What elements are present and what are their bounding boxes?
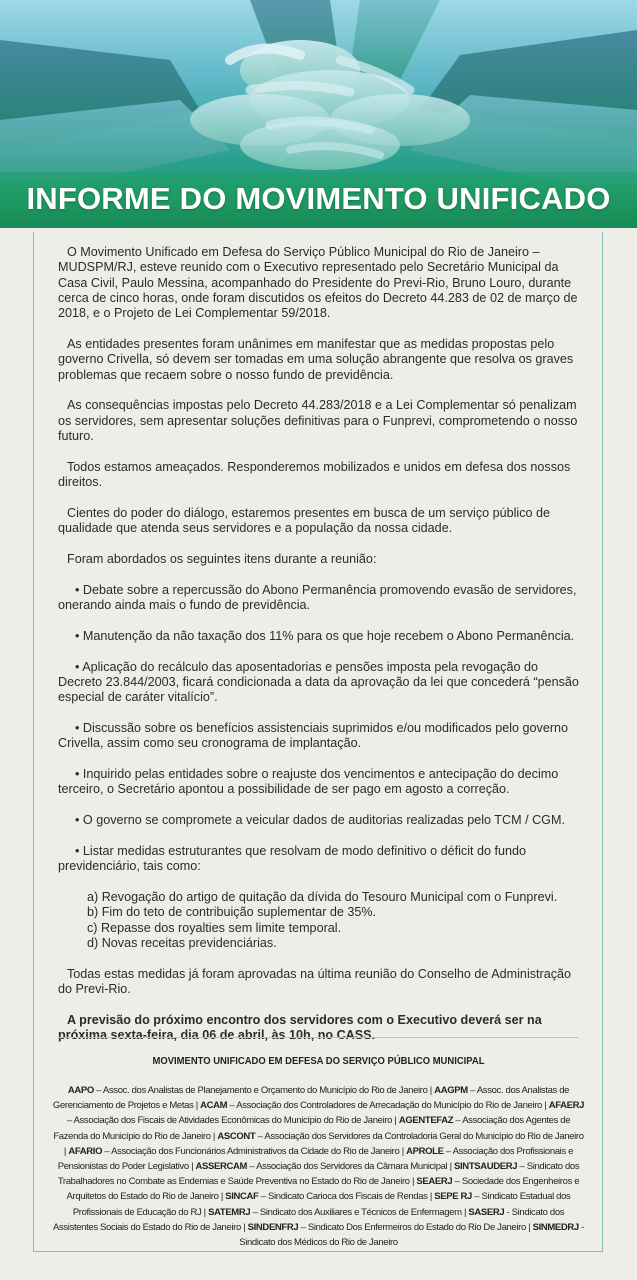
paragraph: As entidades presentes foram unânimes em manifestar que as medidas propostas pelo governo Crivella, só devem ser tomadas em uma solução abrangente que resolva os graves problemas que recaem sobre o nosso fundo de previdência. (58, 336, 574, 382)
org-acronym: AAGPM (434, 1085, 468, 1096)
org-acronym: AFAERJ (548, 1100, 585, 1112)
org-name: – Sociedade dos Engenheiros e Arquitetos do Estado do Rio de Janeiro | (66, 1176, 580, 1203)
org-acronym: SINMEDRJ (532, 1221, 579, 1233)
org-name: - Sindicato dos Assistentes Sociais do Estado do Rio de Janeiro | (53, 1206, 565, 1233)
org-name: – Sindicato Dos Enfermeiros do Estado do Rio De Janeiro | (298, 1221, 533, 1233)
org-name: – Associação dos Funcionários Administrativos da Cidade do Rio de Janeiro | (102, 1145, 407, 1157)
org-acronym: ASCONT (217, 1130, 256, 1142)
org-acronym: SINCAF (225, 1191, 259, 1203)
org-name: – Sindicato Carioca dos Fiscais de Rendas | (258, 1191, 435, 1203)
org-acronym: SEPE RJ (434, 1191, 472, 1203)
org-acronym: AGENTEFAZ (398, 1115, 454, 1127)
org-name: – Associação dos Fiscais de Atividades Econômicas do Município do Rio de Janeiro | (66, 1115, 399, 1127)
org-name: – Assoc. dos Analistas de Planejamento e Orçamento do Município do Rio de Janeiro | (93, 1085, 435, 1096)
org-acronym: AAPO (67, 1085, 94, 1096)
paragraph: Foram abordados os seguintes itens durante a reunião: (67, 551, 377, 566)
org-name: – Assoc. dos Analistas de Gerenciamento de Projetos e Metas | (52, 1085, 570, 1112)
sub-item: c) Repasse dos royalties sem limite temporal. (87, 920, 342, 935)
sub-item-list (58, 890, 580, 951)
article-body (58, 245, 580, 1059)
org-name: – Sindicato dos Auxiliares e Técnicos de Enfermagem | (250, 1206, 469, 1218)
org-name: – Associação dos Controladores de Arrecadação do Município do Rio de Janeiro | (227, 1100, 549, 1112)
sub-item: b) Fim do teto de contribuição suplementar de 35%. (87, 905, 377, 920)
paragraph: Cientes do poder do diálogo, estaremos presentes em busca de um serviço público de qualidade que atenda seus servidores e a população da nossa cidade. (58, 505, 551, 536)
org-acronym: ACAM (200, 1100, 228, 1112)
paragraph: As consequências impostas pelo Decreto 44.283/2018 e a Lei Complementar só penalizam os servidores, sem apresentar soluções definitivas para o Funprevi, comprometendo o nosso futuro. (58, 398, 578, 443)
sub-item: a) Revogação do artigo de quitação da dívida do Tesouro Municipal com o Funprevi. (87, 890, 558, 905)
bullet-item: • Debate sobre a repercussão do Abono Permanência promovendo evasão de servidores, onerando ainda mais o fundo de previdência. (58, 582, 577, 613)
org-name: – Associação dos Agentes de Fazenda do Município do Rio de Janeiro | (53, 1115, 571, 1142)
org-acronym: ASSERCAM (195, 1161, 248, 1173)
bullet-item: • Aplicação do recálculo das aposentadorias e pensões imposta pela revogação do Decreto 23.844/2003, ficará condicionada a data da aprovação da lei que concederá “pensão especial de caráter vitalício”. (58, 659, 579, 705)
org-acronym: AFARIO (68, 1145, 103, 1157)
org-acronym: SEAERJ (416, 1176, 453, 1188)
page-title: INFORME DO MOVIMENTO UNIFICADO (26, 181, 611, 216)
org-name: – Sindicato dos Trabalhadores no Combate as Endemias e Saúde Preventiva no Estado do Rio de Janeiro | (57, 1161, 580, 1188)
paragraph: O Movimento Unificado em Defesa do Serviço Público Municipal do Rio de Janeiro – MUDSPM/RJ, esteve reunido com o Executivo representado pelo Secretário Municipal da Casa Civil, Paulo Messina, acompanhado do Presidente do Previ-Rio, Bruno Louro, durante cerca de cinco horas, onde foram discutidos os efeitos do Decreto 44.283 de 02 de março de 2018, e o Projeto de Lei Complementar 59/2018. (58, 245, 578, 321)
org-acronym: SATEMRJ (208, 1206, 251, 1218)
bullet-item: • Discussão sobre os benefícios assistenciais suprimidos e/ou modificados pelo governo Crivella, assim como seu cronograma de implantação. (58, 721, 569, 751)
next-meeting-notice: A previsão do próximo encontro dos servidores com o Executivo deverá ser na próxima sexta-feira, dia 06 de abril, às 10h, no CASS. (58, 1012, 542, 1043)
org-acronym: SINDENFRJ (247, 1221, 299, 1233)
org-acronym: SASERJ (468, 1206, 505, 1218)
paragraph: Todos estamos ameaçados. Responderemos mobilizados e unidos em defesa dos nossos direitos. (58, 459, 571, 490)
member-organizations (52, 1083, 585, 1250)
org-name: - Sindicato dos Médicos do Rio de Janeiro (239, 1221, 584, 1249)
org-name: – Sindicato Estadual dos Profissionais de Educação do RJ | (72, 1191, 571, 1218)
divider (58, 1037, 578, 1038)
closing-paragraph: Todas estas medidas já foram aprovadas na última reunião do Conselho de Administração do Previ-Rio. (58, 966, 572, 997)
org-name: – Associação dos Servidores da Câmara Municipal | (247, 1161, 455, 1173)
bullet-item: • Manutenção da não taxação dos 11% para os que hoje recebem o Abono Permanência. (75, 628, 575, 643)
org-name: – Associação dos Profissionais e Pensionistas do Poder Legislativo | (57, 1145, 574, 1173)
bullet-item: • Listar medidas estruturantes que resolvam de modo definitivo o déficit do fundo previdenciário, tais como: (58, 844, 527, 874)
sub-item: d) Novas receitas previdenciárias. (87, 936, 277, 950)
bullet-item: • O governo se compromete a veicular dados de auditorias realizadas pelo TCM / CGM. (75, 813, 565, 828)
org-name: – Associação dos Servidores da Controladoria Geral do Município do Rio de Janeiro | (63, 1130, 584, 1157)
org-acronym: SINTSAUDERJ (454, 1161, 518, 1173)
org-acronym: APROLE (406, 1145, 444, 1157)
footer-title: MOVIMENTO UNIFICADO EM DEFESA DO SERVIÇO PÚBLICO MUNICIPAL (152, 1055, 485, 1067)
bullet-item: • Inquirido pelas entidades sobre o reajuste dos vencimentos e antecipação do decimo terceiro, o Secretário apontou a possibilidade de ser pago em agosto a correção. (58, 767, 559, 797)
